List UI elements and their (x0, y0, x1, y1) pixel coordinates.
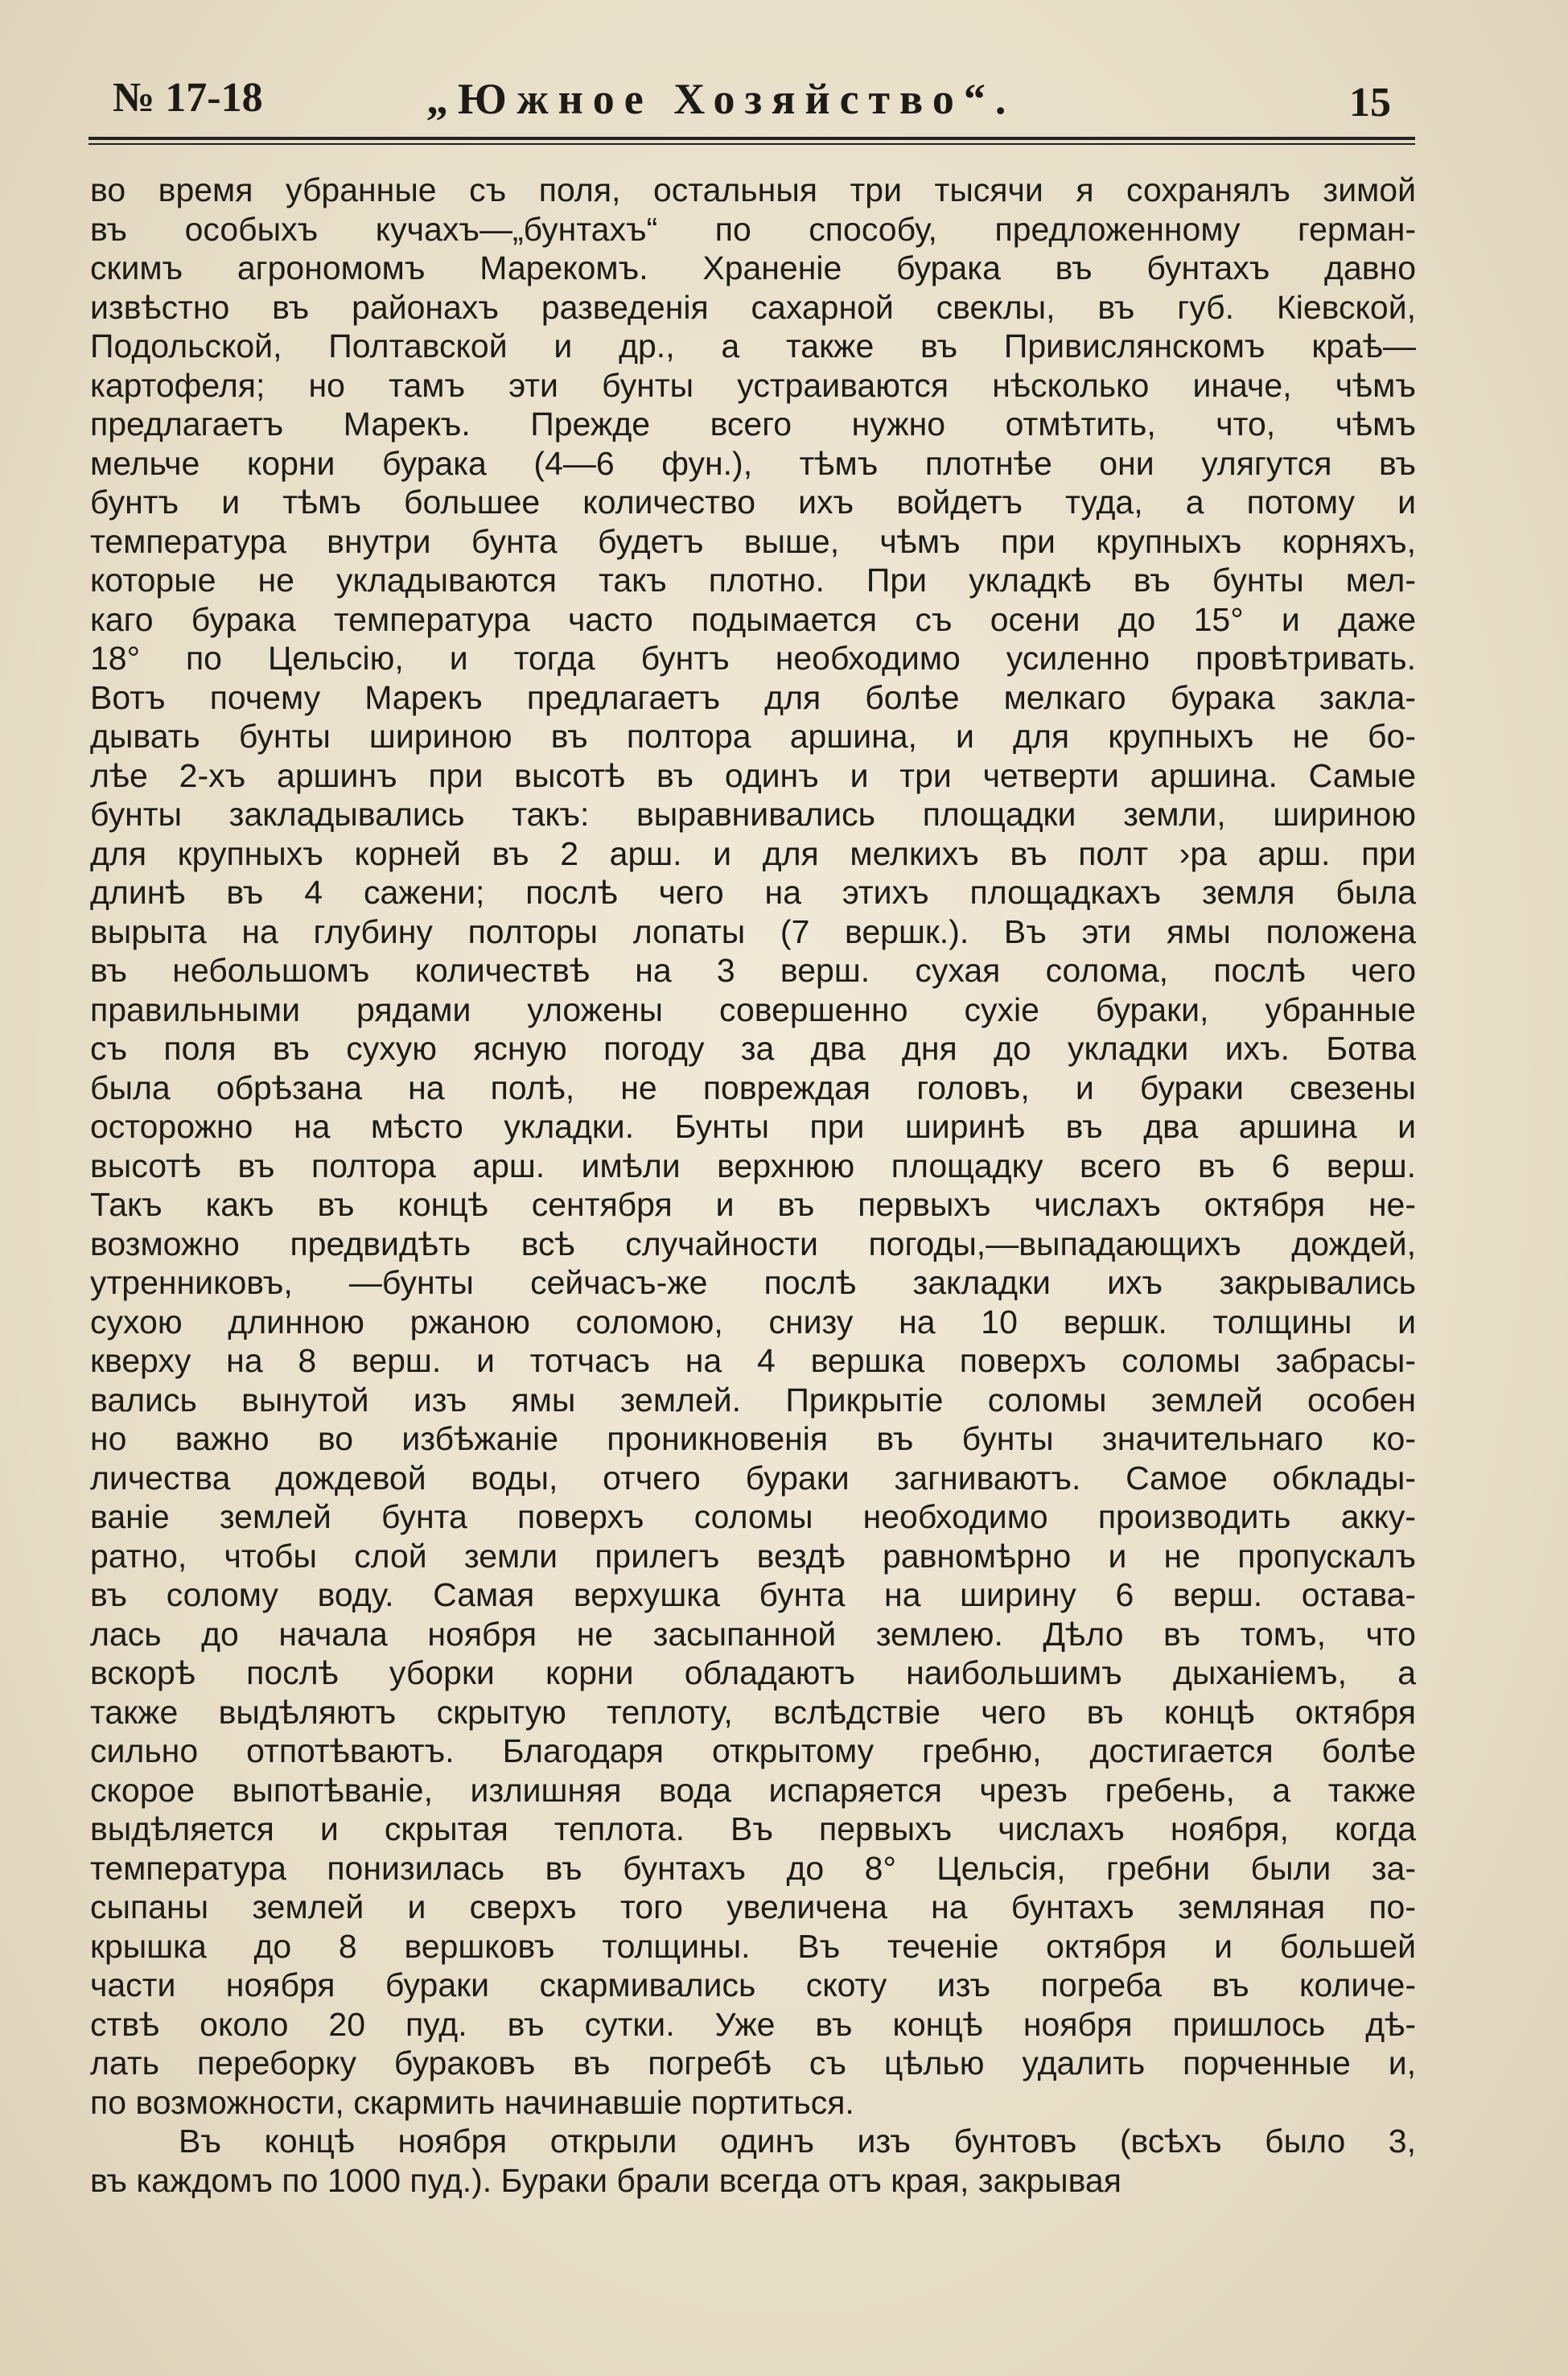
page-number: 15 (1349, 80, 1391, 126)
text-line: сухою длинною ржаною соломою, снизу на 10 вершк. толщины и (90, 1303, 1416, 1340)
text-line: каго бурака температура часто подымается съ осени до 15° и даже (90, 600, 1416, 638)
text-line: части ноября бураки скармивались скоту изъ погреба въ количе- (90, 1966, 1416, 2003)
text-line: высотѣ въ полтора арш. имѣли верхнюю площадку всего въ 6 верш. (90, 1147, 1416, 1184)
journal-title: „Южное Хозяйство“. (426, 75, 1016, 123)
header-rule-thick (88, 137, 1415, 140)
text-line: скимъ агрономомъ Марекомъ. Храненіе бурака въ бунтахъ давно (90, 249, 1416, 286)
text-line: которые не укладываются такъ плотно. При укладкѣ въ бунты мел- (90, 562, 1416, 599)
text-line: личества дождевой воды, отчего бураки загниваютъ. Самое обклады- (90, 1459, 1416, 1497)
text-line: утренниковъ, —бунты сейчасъ-же послѣ закладки ихъ закрывались (90, 1264, 1416, 1301)
issue-number: № 17-18 (113, 75, 263, 121)
text-line: сильно отпотѣваютъ. Благодаря открытому гребню, достигается болѣе (90, 1732, 1416, 1769)
text-line: Такъ какъ въ концѣ сентября и въ первыхъ числахъ октября не- (90, 1186, 1416, 1223)
text-line: 18° по Цельсію, и тогда бунтъ необходимо усиленно провѣтривать. (90, 640, 1416, 677)
text-line: ствѣ около 20 пуд. въ сутки. Уже въ концѣ ноября пришлось дѣ- (90, 2005, 1416, 2043)
text-line: Въ концѣ ноября открыли одинъ изъ бунтовъ (всѣхъ было 3, (179, 2123, 1416, 2160)
text-line: извѣстно въ районахъ разведенія сахарной свеклы, въ губ. Кіевской, (90, 288, 1416, 326)
text-line: возможно предвидѣть всѣ случайности погоды,—выпадающихъ дождей, (90, 1225, 1416, 1262)
text-line: въ небольшомъ количествѣ на 3 верш. сухая солома, послѣ чего (90, 952, 1416, 989)
text-line: лать переборку бураковъ въ погребѣ съ цѣлью удалить порченные и, (90, 2045, 1416, 2082)
text-line: была обрѣзана на полѣ, не повреждая головъ, и бураки свезены (90, 1069, 1416, 1106)
text-line: для крупныхъ корней въ 2 арш. и для мелкихъ въ полт ›ра арш. при (90, 834, 1416, 872)
text-line: вались вынутой изъ ямы землей. Прикрытіе соломы землей особен (90, 1381, 1416, 1419)
text-line: правильными рядами уложены совершенно сухіе бураки, убранные (90, 990, 1416, 1028)
text-line: но важно во избѣжаніе проникновенія въ бунты значительнаго ко- (90, 1420, 1416, 1457)
text-line: Вотъ почему Марекъ предлагаетъ для болѣе мелкаго бурака закла- (90, 678, 1416, 716)
text-line: мельче корни бурака (4—6 фун.), тѣмъ плотнѣе они улягутся въ (90, 444, 1416, 482)
text-line: ваніе землей бунта поверхъ соломы необходимо производить акку- (90, 1498, 1416, 1535)
text-line: вскорѣ послѣ уборки корни обладаютъ наибольшимъ дыханіемъ, а (90, 1654, 1416, 1691)
text-line: вырыта на глубину полторы лопаты (7 вершк.). Въ эти ямы положена (90, 912, 1416, 950)
text-line: сыпаны землей и сверхъ того увеличена на бунтахъ земляная по- (90, 1888, 1416, 1925)
text-line: лась до начала ноября не засыпанной землею. Дѣло въ томъ, что (90, 1615, 1416, 1653)
text-line: лѣе 2-хъ аршинъ при высотѣ въ одинъ и три четверти аршина. Самые (90, 756, 1416, 794)
text-line: въ солому воду. Самая верхушка бунта на ширину 6 верш. остава- (90, 1576, 1416, 1613)
text-line: въ каждомъ по 1000 пуд.). Бураки брали всегда отъ края, закрывая (90, 2161, 1121, 2199)
text-line: дывать бунты шириною въ полтора аршина, и для крупныхъ не бо- (90, 718, 1416, 755)
text-line: крышка до 8 вершковъ толщины. Въ теченіе октября и большей (90, 1927, 1416, 1965)
text-line: длинѣ въ 4 сажени; послѣ чего на этихъ площадкахъ земля была (90, 874, 1416, 911)
text-line: предлагаетъ Марекъ. Прежде всего нужно отмѣтить, что, чѣмъ (90, 406, 1416, 443)
text-line: ратно, чтобы слой земли прилегъ вездѣ равномѣрно и не пропускалъ (90, 1537, 1416, 1575)
text-line: также выдѣляютъ скрытую теплоту, вслѣдствіе чего въ концѣ октября (90, 1693, 1416, 1731)
text-line: скорое выпотѣваніе, излишняя вода испаряется чрезъ гребень, а также (90, 1771, 1416, 1809)
text-line: бунтъ и тѣмъ большее количество ихъ войдетъ туда, а потому и (90, 484, 1416, 521)
text-line: въ особыхъ кучахъ—„бунтахъ“ по способу, предложенному герман- (90, 210, 1416, 248)
text-line: бунты закладывались такъ: выравнивались площадки земли, шириною (90, 796, 1416, 833)
text-line: кверху на 8 верш. и тотчасъ на 4 вершка поверхъ соломы забрасы- (90, 1342, 1416, 1379)
page-header (113, 74, 1391, 130)
text-line: осторожно на мѣсто укладки. Бунты при ширинѣ въ два аршина и (90, 1108, 1416, 1145)
text-line: Подольской, Полтавской и др., а также въ Привислянскомъ краѣ— (90, 327, 1416, 364)
text-line: температура понизилась въ бунтахъ до 8° Цельсія, гребни были за- (90, 1849, 1416, 1887)
text-line: картофеля; но тамъ эти бунты устраиваются нѣсколько иначе, чѣмъ (90, 366, 1416, 404)
text-line: съ поля въ сухую ясную погоду за два дня до укладки ихъ. Ботва (90, 1030, 1416, 1067)
header-rule-thin (88, 143, 1415, 145)
text-line: во время убранные съ поля, остальныя три тысячи я сохранялъ зимой (90, 171, 1416, 208)
text-line: температура внутри бунта будетъ выше, чѣмъ при крупныхъ корняхъ, (90, 522, 1416, 560)
text-line: по возможности, скармить начинавшіе портиться. (90, 2083, 854, 2121)
text-line: выдѣляется и скрытая теплота. Въ первыхъ числахъ ноября, когда (90, 1810, 1416, 1847)
article-body (90, 171, 1416, 2200)
